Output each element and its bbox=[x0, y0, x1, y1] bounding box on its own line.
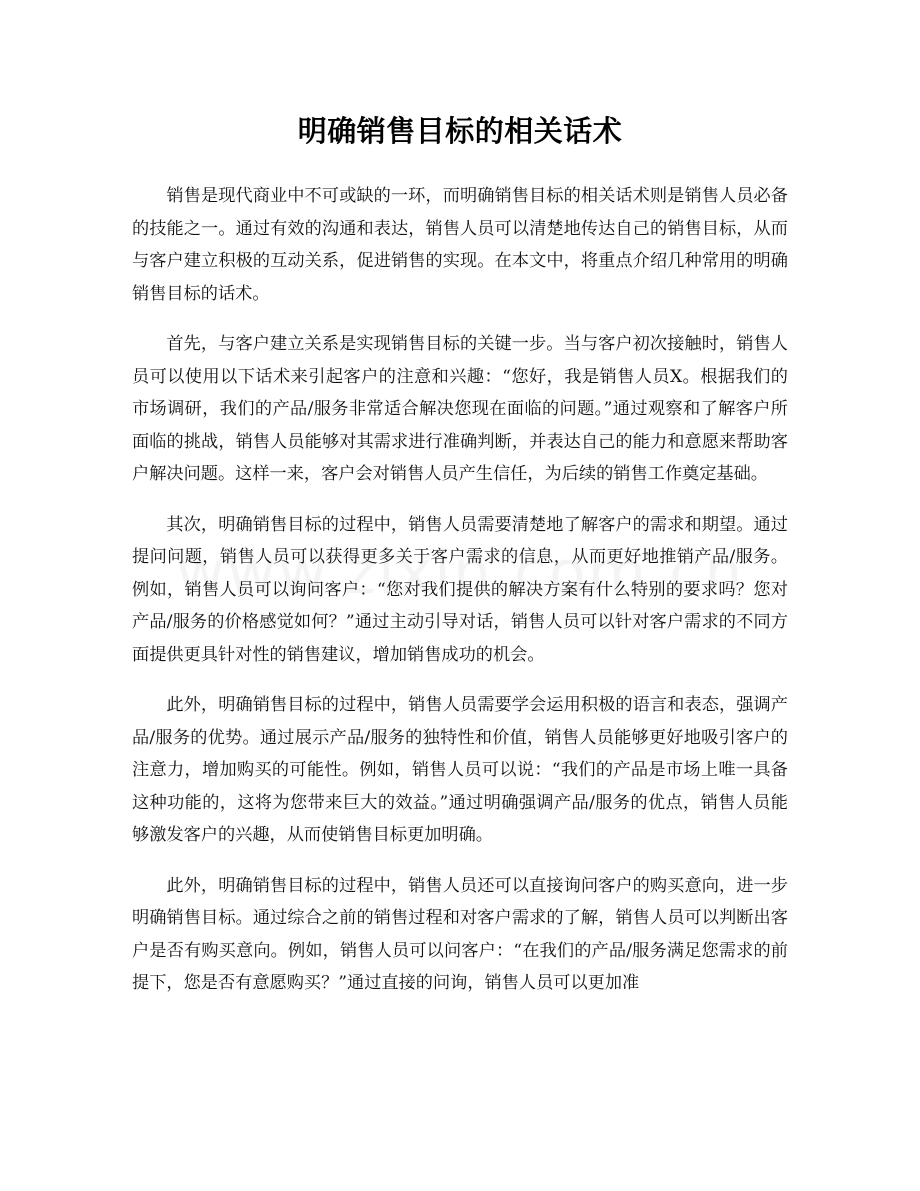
document-body bbox=[132, 180, 788, 1018]
paragraph-4: 此外，明确销售目标的过程中，销售人员需要学会运用积极的语言和表态，强调产品/服务的优势。通过展示产品/服务的独特性和价值，销售人员能够更好地吸引客户的注意力，增加购买的可能性。例如，销售人员可以说：“我们的产品是市场上唯一具备这种功能的，这将为您带来巨大的效益。”通过明确强调产品/服务的优点，销售人员能够激发客户的兴趣，从而使销售目标更加明确。 bbox=[132, 695, 788, 845]
paragraph-3: 其次，明确销售目标的过程中，销售人员需要清楚地了解客户的需求和期望。通过提问问题，销售人员可以获得更多关于客户需求的信息，从而更好地推销产品/服务。例如，销售人员可以询问客户：“您对我们提供的解决方案有什么特别的要求吗？您对产品/服务的价格感觉如何？”通过主动引导对话，销售人员可以针对客户需求的不同方面提供更具针对性的销售建议，增加销售成功的机会。 bbox=[132, 514, 788, 665]
paragraph-2: 首先，与客户建立关系是实现销售目标的关键一步。当与客户初次接触时，销售人员可以使用以下话术来引起客户的注意和兴趣：“您好，我是销售人员X。根据我们的市场调研，我们的产品/服务非常适合解决您现在面临的问题。”通过观察和了解客户所面临的挑战，销售人员能够对其需求进行准确判断，并表达自己的能力和意愿来帮助客户解决问题。这样一来，客户会对销售人员产生信任，为后续的销售工作奠定基础。 bbox=[132, 334, 788, 484]
page-title: 明确销售目标的相关话术 bbox=[297, 114, 623, 148]
paragraph-5: 此外，明确销售目标的过程中，销售人员还可以直接询问客户的购买意向，进一步明确销售目标。通过综合之前的销售过程和对客户需求的了解，销售人员可以判断出客户是否有购买意向。例如，销售人员可以问客户：“在我们的产品/服务满足您需求的前提下，您是否有意愿购买？”通过直接的问询，销售人员可以更加准 bbox=[132, 875, 788, 993]
paragraph-1: 销售是现代商业中不可或缺的一环，而明确销售目标的相关话术则是销售人员必备的技能之一。通过有效的沟通和表达，销售人员可以清楚地传达自己的销售目标，从而与客户建立积极的互动关系，促进销售的实现。在本文中，将重点介绍几种常用的明确销售目标的话术。 bbox=[132, 186, 788, 304]
